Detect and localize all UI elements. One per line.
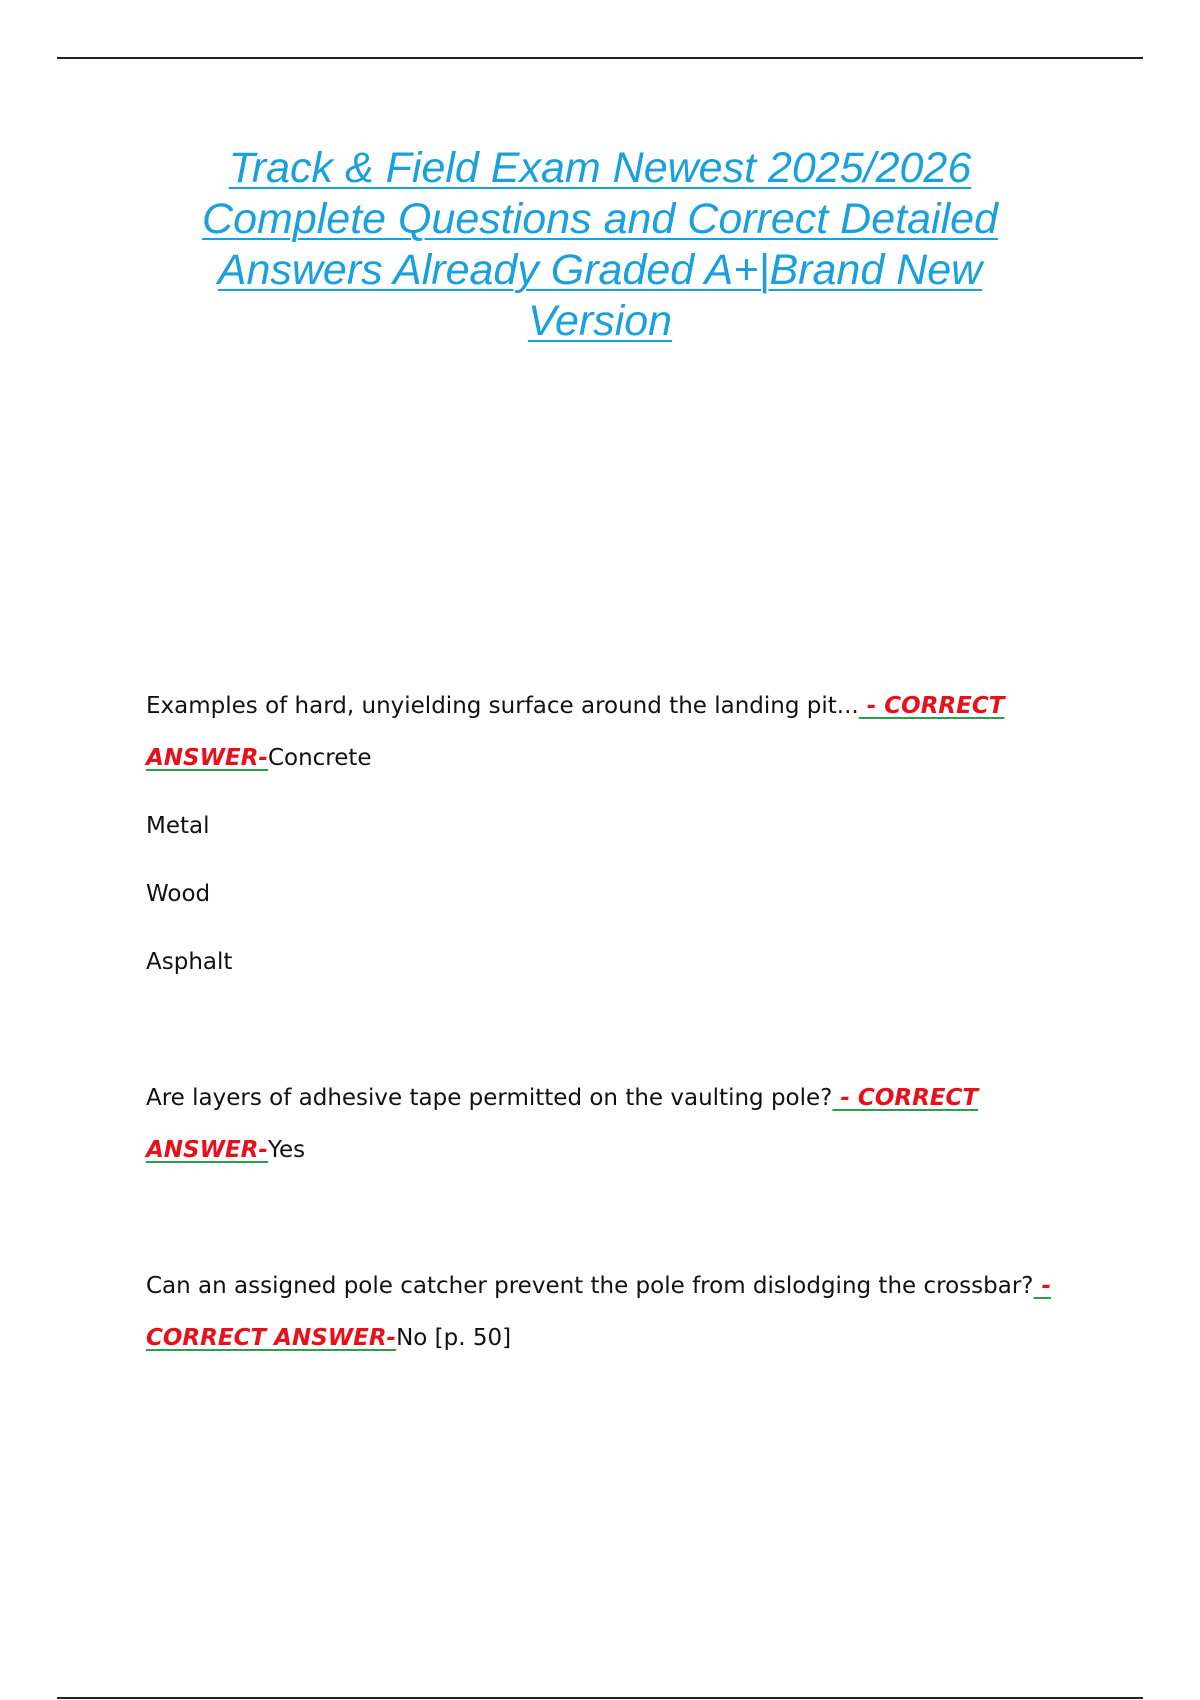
title-link[interactable]: Track & Field Exam Newest 2025/2026 Complete Questions and Correct Detailed Answers Already Graded A+|Brand New Version — [202, 144, 998, 345]
answer-1-line-3 — [146, 879, 210, 909]
question-2 — [146, 1083, 978, 1113]
header-rule — [57, 57, 1143, 59]
answer-3-line-1 — [146, 1323, 511, 1353]
answer-1-line-2 — [146, 811, 210, 841]
footer-rule — [57, 1697, 1143, 1699]
answer-text: Yes — [267, 1137, 306, 1163]
correct-answer-marker: CORRECT ANSWER- — [146, 1325, 397, 1351]
correct-answer-marker: ANSWER- — [146, 1137, 268, 1163]
question-text: Can an assigned pole catcher prevent the pole from dislodging the crossbar? — [146, 1273, 1034, 1299]
answer-1-line-1 — [146, 743, 372, 773]
answer-text: Metal — [146, 813, 210, 839]
answer-text: Asphalt — [146, 949, 233, 975]
correct-answer-marker: ANSWER- — [146, 745, 268, 771]
question-text: Are layers of adhesive tape permitted on the vaulting pole? — [146, 1085, 833, 1111]
question-text: Examples of hard, unyielding surface around the landing pit... — [146, 693, 859, 719]
correct-answer-marker: - CORRECT — [832, 1085, 979, 1111]
answer-text: Wood — [146, 881, 211, 907]
correct-answer-marker: - CORRECT — [858, 693, 1005, 719]
question-3 — [146, 1271, 1051, 1301]
correct-answer-marker: - — [1033, 1273, 1052, 1299]
answer-text: Concrete — [267, 745, 372, 771]
question-1 — [146, 691, 1004, 721]
document-title[interactable] — [160, 143, 1040, 347]
answer-text: No [p. 50] — [396, 1325, 512, 1351]
answer-2-line-1 — [146, 1135, 305, 1165]
answer-1-line-4 — [146, 947, 232, 977]
